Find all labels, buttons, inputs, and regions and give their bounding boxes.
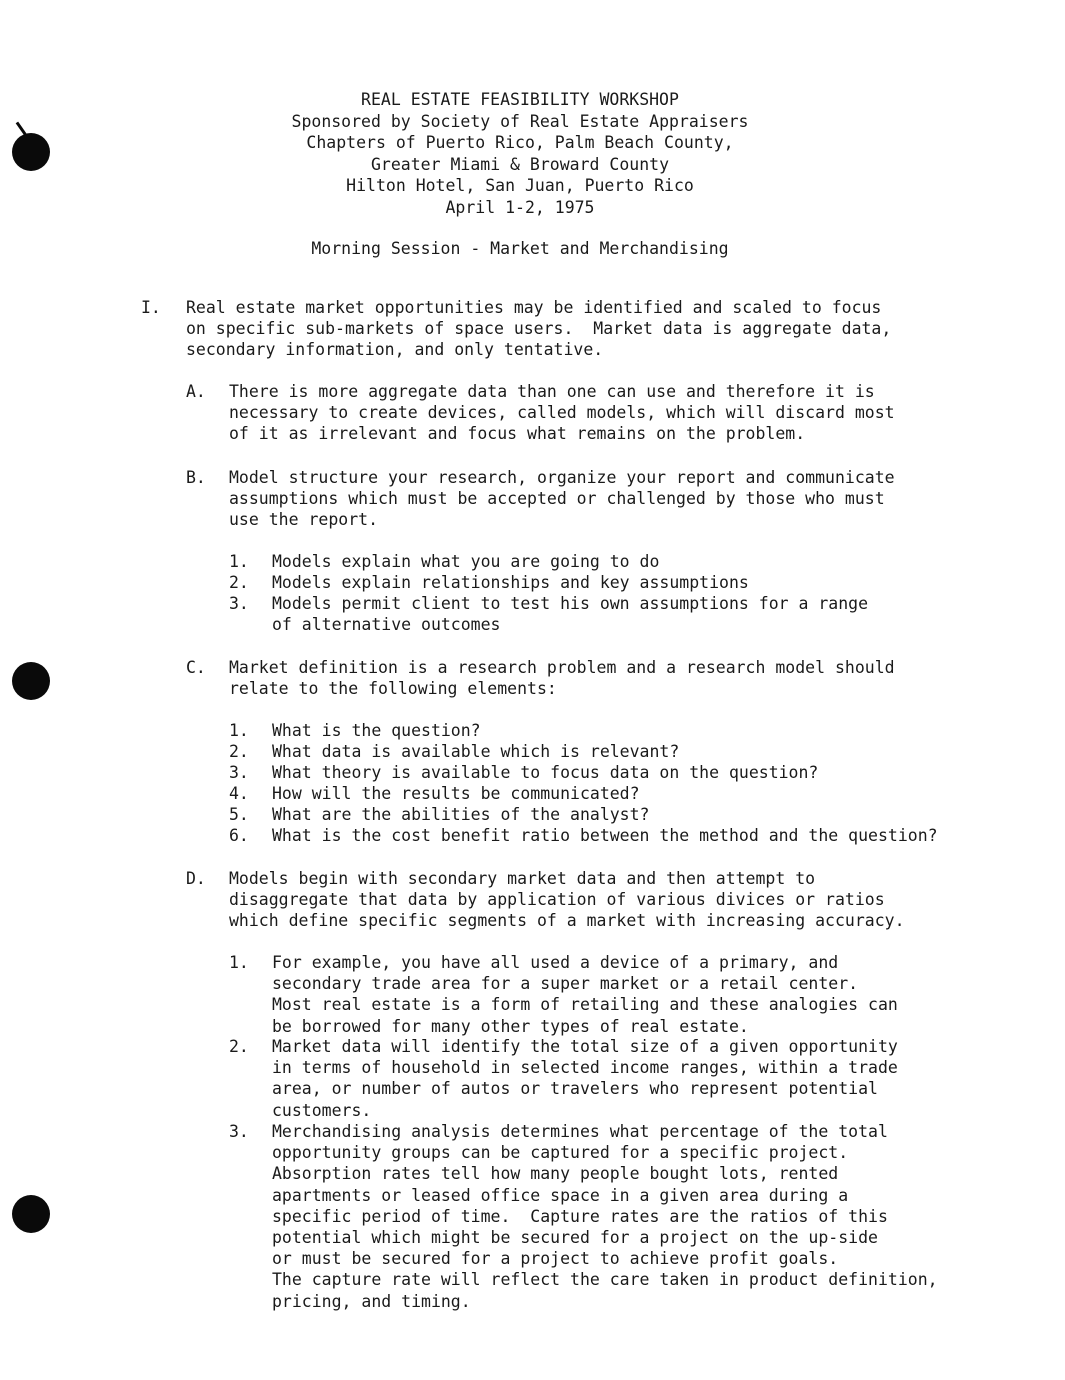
item-marker: 1.	[229, 953, 249, 972]
text-line: Models explain what you are going to do	[272, 552, 660, 571]
text-line: secondary trade area for a super market or a retail center.	[272, 974, 859, 994]
text-line: which define specific segments of a market with increasing accuracy.	[229, 911, 905, 931]
text-line: Most real estate is a form of retailing and these analogies can	[272, 995, 898, 1015]
section-c-item-2	[229, 741, 679, 762]
document-header	[0, 89, 1040, 218]
section-b	[186, 467, 895, 531]
section-c-item-6	[229, 825, 938, 846]
item-marker: 2.	[229, 1037, 249, 1056]
text-line: of it as irrelevant and focus what remains on the problem.	[229, 424, 806, 444]
text-line: What theory is available to focus data on the question?	[272, 763, 819, 782]
section-a	[186, 381, 895, 445]
text-line: How will the results be communicated?	[272, 784, 640, 803]
section-text	[186, 297, 891, 361]
text-line: area, or number of autos or travelers who represent potential	[272, 1079, 878, 1099]
text-line: The capture rate will reflect the care taken in product definition,	[272, 1270, 938, 1290]
text-line: Market definition is a research problem and a research model should	[229, 658, 895, 677]
text-line: What is the cost benefit ratio between the method and the question?	[272, 826, 938, 845]
text-line: in terms of household in selected income ranges, within a trade	[272, 1058, 898, 1078]
section-text	[229, 868, 905, 932]
item-text	[272, 804, 650, 825]
punch-hole-middle	[12, 662, 50, 700]
text-line: Real estate market opportunities may be identified and scaled to focus	[186, 298, 882, 317]
chapters-line: Chapters of Puerto Rico, Palm Beach County,	[306, 133, 734, 152]
item-text	[272, 1121, 938, 1312]
item-text	[272, 762, 818, 783]
venue-line: Hilton Hotel, San Juan, Puerto Rico	[346, 176, 694, 195]
section-text	[229, 381, 895, 445]
text-line: What are the abilities of the analyst?	[272, 805, 650, 824]
item-marker: 3.	[229, 763, 249, 782]
text-line: pricing, and timing.	[272, 1291, 471, 1311]
section-c-item-1	[229, 720, 481, 741]
item-marker: 6.	[229, 826, 249, 845]
text-line: Models explain relationships and key assumptions	[272, 573, 749, 592]
text-line: of alternative outcomes	[272, 615, 501, 635]
item-marker: 4.	[229, 784, 249, 803]
section-b-item-3	[229, 593, 868, 635]
section-c	[186, 657, 895, 699]
text-line: disaggregate that data by application of various divices or ratios	[229, 890, 885, 910]
section-marker: A.	[186, 382, 206, 401]
item-text	[272, 783, 640, 804]
text-line: Models permit client to test his own assumptions for a range	[272, 594, 869, 613]
text-line: Market data will identify the total size of a given opportunity	[272, 1037, 898, 1056]
section-i	[141, 297, 891, 361]
text-line: What data is available which is relevant?	[272, 742, 680, 761]
section-marker: C.	[186, 658, 206, 677]
text-line: secondary information, and only tentative.	[186, 340, 604, 360]
text-line: assumptions which must be accepted or challenged by those who must	[229, 489, 885, 509]
item-text	[272, 551, 659, 572]
item-text	[272, 1036, 898, 1121]
section-c-item-3	[229, 762, 818, 783]
section-d-item-3	[229, 1121, 938, 1312]
item-marker: 2.	[229, 573, 249, 592]
punch-hole-bottom	[12, 1195, 50, 1233]
text-line: Merchandising analysis determines what percentage of the total	[272, 1122, 888, 1141]
date-line: April 1-2, 1975	[445, 197, 595, 217]
text-line: relate to the following elements:	[229, 679, 557, 699]
item-marker: 1.	[229, 721, 249, 740]
section-marker: B.	[186, 468, 206, 487]
text-line: Absorption rates tell how many people bought lots, rented	[272, 1164, 839, 1184]
section-c-item-5	[229, 804, 650, 825]
chapters-line-2: Greater Miami & Broward County	[370, 154, 669, 174]
item-marker: 5.	[229, 805, 249, 824]
section-b-item-2	[229, 572, 749, 593]
sponsor-line: Sponsored by Society of Real Estate Appraisers	[291, 111, 749, 131]
text-line: There is more aggregate data than one can use and therefore it is	[229, 382, 875, 401]
item-marker: 1.	[229, 552, 249, 571]
section-text	[229, 657, 895, 699]
text-line: apartments or leased office space in a given area during a	[272, 1185, 849, 1205]
section-d-item-2	[229, 1036, 898, 1121]
item-text	[272, 952, 898, 1037]
item-text	[272, 825, 938, 846]
text-line: Models begin with secondary market data and then attempt to	[229, 869, 816, 888]
text-line: opportunity groups can be captured for a specific project.	[272, 1143, 849, 1163]
item-text	[272, 741, 679, 762]
session-title: Morning Session - Market and Merchandising	[311, 239, 729, 258]
section-c-item-4	[229, 783, 640, 804]
text-line: Model structure your research, organize your report and communicate	[229, 468, 895, 487]
workshop-title: REAL ESTATE FEASIBILITY WORKSHOP	[361, 90, 679, 109]
item-text	[272, 572, 749, 593]
item-marker: 3.	[229, 594, 249, 613]
item-marker: 3.	[229, 1122, 249, 1141]
section-marker: I.	[141, 298, 161, 317]
section-d-item-1	[229, 952, 898, 1037]
text-line: customers.	[272, 1100, 372, 1120]
text-line: potential which might be secured for a project on the up-side	[272, 1228, 878, 1248]
text-line: on specific sub-markets of space users. Market data is aggregate data,	[186, 319, 892, 339]
section-b-item-1	[229, 551, 659, 572]
section-d	[186, 868, 905, 932]
text-line: For example, you have all used a device of a primary, and	[272, 953, 839, 972]
text-line: necessary to create devices, called models, which will discard most	[229, 403, 895, 423]
text-line: be borrowed for many other types of real estate.	[272, 1016, 749, 1036]
text-line: specific period of time. Capture rates are the ratios of this	[272, 1206, 888, 1226]
section-marker: D.	[186, 869, 206, 888]
section-text	[229, 467, 895, 531]
item-marker: 2.	[229, 742, 249, 761]
text-line: use the report.	[229, 510, 379, 530]
item-text	[272, 720, 481, 741]
text-line: What is the question?	[272, 721, 481, 740]
item-text	[272, 593, 868, 635]
text-line: or must be secured for a project to achieve profit goals.	[272, 1249, 839, 1269]
